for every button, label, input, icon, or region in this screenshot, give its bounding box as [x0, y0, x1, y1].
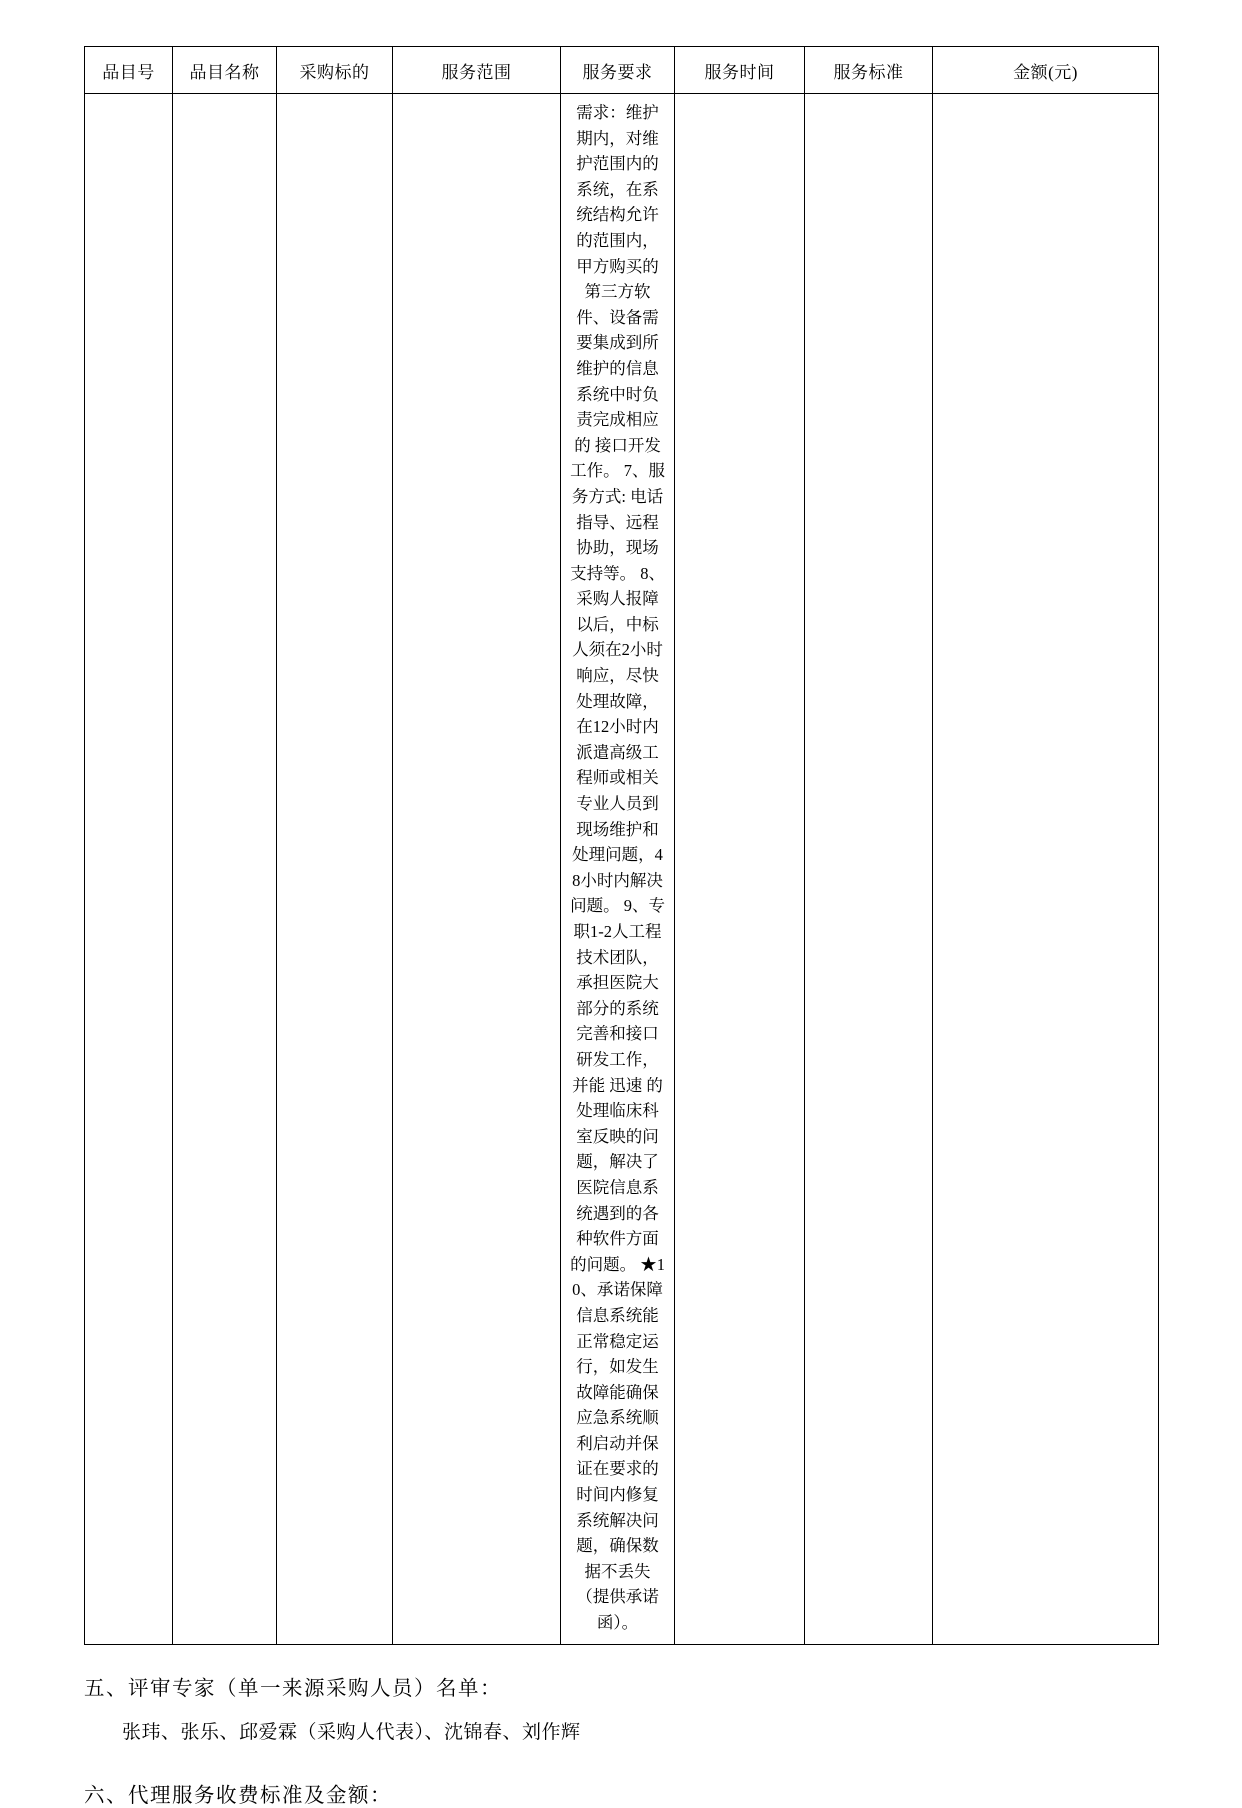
cell-service-time [675, 94, 805, 1645]
column-header-amount: 金额(元) [933, 47, 1159, 94]
column-header-service-time: 服务时间 [675, 47, 805, 94]
section-heading-experts: 五、评审专家（单一来源采购人员）名单： [84, 1677, 502, 1700]
column-header-service-requirement: 服务要求 [561, 47, 675, 94]
cell-item-name [173, 94, 277, 1645]
column-header-service-scope: 服务范围 [393, 47, 561, 94]
service-requirement-text: 需求：维护期内，对维护范围内的系统，在系统结构允许的范围内，甲方购买的第三方软件、设备需要集成到所维护的信息系统中时负责完成相应的 接口开发工作。 7、服务方式: 电话指导、远程协助，现场支持等。 8、采购人报障以后，中标人须在2小时响应，尽快处理故障，在12小时内派遣高级工程师或相关专业人员到现场维护和处理问题，48小时内解决问题。 9、专职1-2人工程技术团队，承担医院大部分的系统完善和接口研发工作，并能 迅速 的处理临床科室反映的问题，解决了医院信息系统遇到的各种软件方面的问题。 ★10、承诺保障信息系统能正常稳定运行，如发生故障能确保应急系统顺利启动并保 证在要求的时间内修复系统解决问题，确保数据不丢失（提供承诺函）。 [570, 103, 665, 1633]
table-header [85, 47, 1159, 94]
cell-procurement-target [277, 94, 393, 1645]
cell-service-requirement [561, 94, 675, 1645]
section-heading-agency-fee: 六、代理服务收费标准及金额： [84, 1784, 392, 1807]
column-header-procurement-target: 采购标的 [277, 47, 393, 94]
cell-service-standard [805, 94, 933, 1645]
experts-name-list: 张玮、张乐、邱爱霖（采购人代表）、沈锦春、刘作辉 [122, 1721, 581, 1743]
cell-amount [933, 94, 1159, 1645]
column-header-service-standard: 服务标准 [805, 47, 933, 94]
column-header-item-no: 品目号 [85, 47, 173, 94]
cell-item-no [85, 94, 173, 1645]
column-header-item-name: 品目名称 [173, 47, 277, 94]
cell-service-scope [393, 94, 561, 1645]
procurement-spec-table [84, 46, 1159, 1645]
table-body [85, 94, 1159, 1645]
table-row [85, 94, 1159, 1645]
table-header-row [85, 47, 1159, 94]
